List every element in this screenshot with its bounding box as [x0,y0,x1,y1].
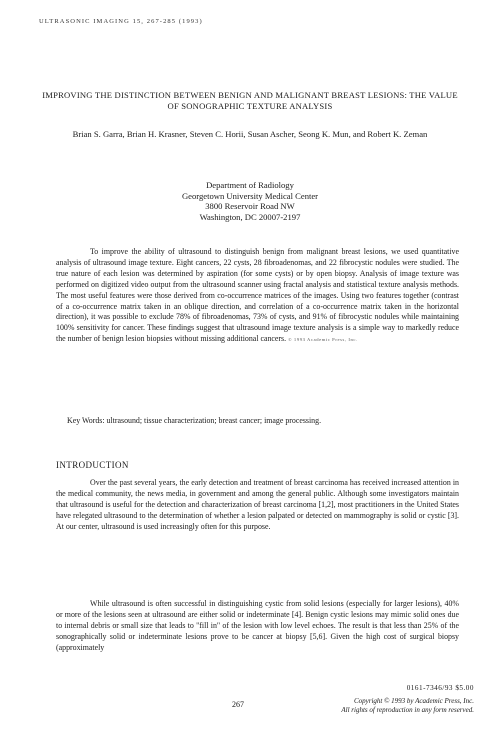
affiliation-department: Department of Radiology [206,180,294,190]
affiliation-street: 3800 Reservoir Road NW [205,201,295,212]
affiliation-institution: Georgetown University Medical Center [181,190,319,201]
article-identifier: 0161-7346/93 $5.00 [406,684,474,692]
body-paragraph-1: Over the past several years, the early detection and treatment of breast carcinoma has received increased attention in the medical community, the news media, in government and among the general public. Although some investigators maintain that ultrasound is useful for the detection and characterization of breast carcinoma [1,2], most practitioners in the United States have relegated ultrasound to the determination of whether a lesion palpated or detected on mammography is solid or cystic [3]. At our center, ultrasound is used increasingly often for this purpose. [56,478,459,531]
abstract [56,247,459,346]
affiliation [60,180,440,222]
copyright-line-1: Copyright © 1993 by Academic Press, Inc. [353,697,474,705]
abstract-text: To improve the ability of ultrasound to distinguish benign from malignant breast lesions, we used quantitative analysis of ultrasound image texture. Eight cancers, 22 cysts, 28 fibroadenomas, and 22 fibrocystic nodules were studied. The true nature of each lesion was determined by aspiration (for some cysts) or by open biopsy. Analysis of image texture was performed on digitized video output from the ultrasound scanner using fractal analysis and statistical texture analysis methods. The most useful features were those derived from co-occurrence matrices of the images. Using two features together (contrast of a co-occurrence matrix taken in an oblique direction, and correlation of a co-occurrence matrix taken in the horizontal direction), it was possible to exclude 78% of fibroadenomas, 73% of cysts, and 91% of fibrocystic nodules while maintaining 100% sensitivity for cancer. These findings suggest that ultrasound image texture analysis is a simple way to markedly reduce the number of benign lesion biopsies without missing additional cancers. [56,247,459,344]
journal-header: ULTRASONIC IMAGING 15, 267-285 (1993) [39,18,203,25]
section-heading-introduction: INTRODUCTION [56,460,129,470]
copyright-notice [300,697,474,716]
body-paragraph-2: While ultrasound is often successful in distinguishing cystic from solid lesions (especially for larger lesions), 40% or more of the lesions seen at ultrasound are either solid or indeterminate [4]. Benign cystic lesions may mimic solid ones due to internal debris or small size that leads to "fill in" of the lesion with low level echoes. The result is that less than 25% of the sonographically solid or indeterminate lesions prove to be cancer at biopsy [5,6]. Given the high cost of surgical biopsy (approximately [56,599,459,652]
paper-title: IMPROVING THE DISTINCTION BETWEEN BENIGN AND MALIGNANT BREAST LESIONS: THE VALUE OF SONOGRAPHIC TEXTURE ANALYSIS [42,90,458,111]
page-number: 267 [232,700,244,709]
abstract-copyright-stamp: © 1993 Academic Press, Inc. [288,337,358,343]
affiliation-city: Washington, DC 20007-2197 [199,211,301,222]
copyright-line-2: All rights of reproduction in any form reserved. [341,706,474,715]
author-list: Brian S. Garra, Brian H. Krasner, Steven C. Horii, Susan Ascher, Seong K. Mun, and Robert K. Zeman [72,129,428,139]
keywords: Key Words: ultrasound; tissue characterization; breast cancer; image processing. [67,416,322,425]
